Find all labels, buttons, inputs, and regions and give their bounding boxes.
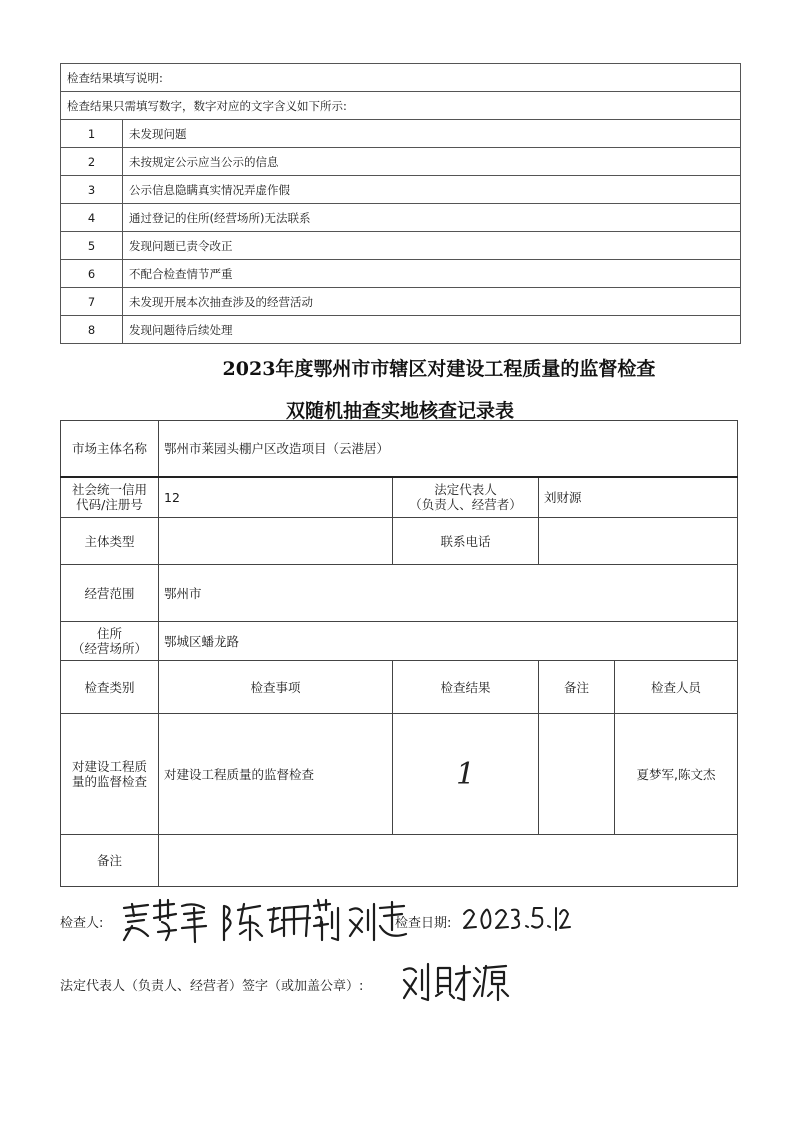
inspection-result-value: 1 xyxy=(455,756,476,792)
legend-item xyxy=(61,176,741,204)
remarks-row xyxy=(61,835,738,887)
legend-item xyxy=(61,288,741,316)
legend-item-text: 通过登记的住所(经营场所)无法联系 xyxy=(123,204,741,232)
legend-item-text: 公示信息隐瞒真实情况弄虚作假 xyxy=(123,176,741,204)
legend-item-text: 未发现开展本次抽查涉及的经营活动 xyxy=(123,288,741,316)
credit-code-row xyxy=(61,477,738,518)
legend-item xyxy=(61,204,741,232)
legal-rep-label xyxy=(393,477,539,518)
inspection-date-handwriting xyxy=(462,902,572,936)
document-title-line1: 2023年度鄂州市市辖区对建设工程质量的监督检查 xyxy=(222,358,656,380)
inspection-row xyxy=(61,714,738,835)
legend-item xyxy=(61,316,741,344)
inspection-category-line1: 对建设工程质 xyxy=(71,759,147,774)
address-row xyxy=(61,622,738,661)
inspector-signature-label: 检查人: xyxy=(60,916,104,931)
credit-code-label-line1: 社会统一信用 xyxy=(71,482,147,498)
address-label xyxy=(61,622,159,661)
entity-type-row xyxy=(61,518,738,565)
legend-item-text: 不配合检查情节严重 xyxy=(123,260,741,288)
credit-code-value: 12 xyxy=(159,477,393,518)
inspection-category-line2: 量的监督检查 xyxy=(71,774,147,789)
header-result: 检查结果 xyxy=(393,661,539,714)
legend-item-number: 8 xyxy=(61,316,123,344)
scope-row xyxy=(61,565,738,622)
legend-item-number: 3 xyxy=(61,176,123,204)
credit-code-label xyxy=(61,477,159,518)
document-title-line2: 双随机抽查实地核查记录表 xyxy=(285,400,514,422)
legend-item xyxy=(61,232,741,260)
phone-value xyxy=(539,518,738,565)
inspection-header-row xyxy=(61,661,738,714)
scope-value: 鄂州市 xyxy=(159,565,738,622)
inspection-inspectors: 夏梦军,陈文杰 xyxy=(615,714,738,835)
header-note: 备注 xyxy=(539,661,615,714)
inspection-note xyxy=(539,714,615,835)
inspection-result xyxy=(393,714,539,835)
legend-item-text: 发现问题已责令改正 xyxy=(123,232,741,260)
entity-name-value: 鄂州市莱园头棚户区改造项目（云港居） xyxy=(159,421,738,477)
legend-intro: 检查结果填写说明: xyxy=(61,64,741,92)
legend-item-number: 4 xyxy=(61,204,123,232)
header-item: 检查事项 xyxy=(159,661,393,714)
legend-item xyxy=(61,120,741,148)
legal-rep-signature-handwriting xyxy=(400,958,510,1002)
inspection-item: 对建设工程质量的监督检查 xyxy=(159,714,393,835)
inspection-category xyxy=(61,714,159,835)
legend-instruction: 检查结果只需填写数字，数字对应的文字含义如下所示: xyxy=(61,92,741,120)
legend-item-number: 1 xyxy=(61,120,123,148)
address-label-line2: （经营场所） xyxy=(71,641,147,656)
entity-type-label: 主体类型 xyxy=(61,518,159,565)
result-legend-table xyxy=(60,63,741,344)
scope-label: 经营范围 xyxy=(61,565,159,622)
legal-rep-value: 刘财源 xyxy=(539,477,738,518)
phone-label: 联系电话 xyxy=(393,518,539,565)
legal-rep-signature-label: 法定代表人（负责人、经营者）签字（或加盖公章）: xyxy=(60,979,364,994)
address-value: 鄂城区蟠龙路 xyxy=(159,622,738,661)
address-label-line1: 住所 xyxy=(96,626,122,641)
legend-item-number: 6 xyxy=(61,260,123,288)
legend-item xyxy=(61,260,741,288)
legend-intro-row xyxy=(61,64,741,92)
legend-item-text: 未发现问题 xyxy=(123,120,741,148)
legend-item xyxy=(61,148,741,176)
entity-type-value xyxy=(159,518,393,565)
legal-rep-label-line2: （负责人、经营者） xyxy=(409,497,522,513)
legal-rep-label-line1: 法定代表人 xyxy=(434,482,497,498)
legend-item-text: 未按规定公示应当公示的信息 xyxy=(123,148,741,176)
header-inspector: 检查人员 xyxy=(615,661,738,714)
remarks-label: 备注 xyxy=(61,835,159,887)
legend-item-text: 发现问题待后续处理 xyxy=(123,316,741,344)
inspection-record-table xyxy=(60,420,738,887)
header-category: 检查类别 xyxy=(61,661,159,714)
legend-item-number: 7 xyxy=(61,288,123,316)
remarks-value xyxy=(159,835,738,887)
legend-item-number: 5 xyxy=(61,232,123,260)
entity-name-label: 市场主体名称 xyxy=(61,421,159,477)
legend-instruction-row xyxy=(61,92,741,120)
inspection-date-label: 检查日期: xyxy=(395,916,452,931)
inspector-signatures-handwriting xyxy=(118,896,408,946)
entity-name-row xyxy=(61,421,738,477)
legend-item-number: 2 xyxy=(61,148,123,176)
credit-code-label-line2: 代码/注册号 xyxy=(76,497,143,513)
